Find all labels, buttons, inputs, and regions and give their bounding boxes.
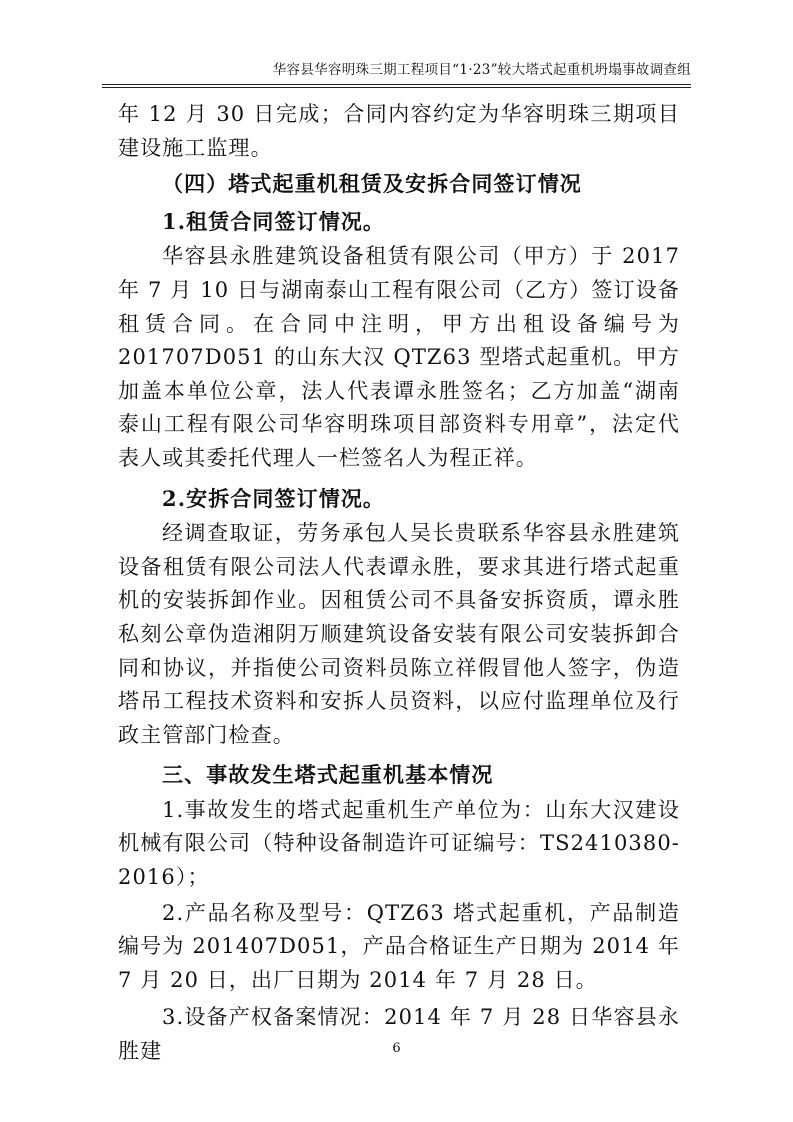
running-header: 华容县华容明珠三期工程项目“1·23”较大塔式起重机坍塌事故调查组 bbox=[102, 58, 691, 85]
body-paragraph: 2.产品名称及型号：QTZ63 塔式起重机，产品制造编号为 201407D051，产品合格证生产日期为 2014 年 7 月 20 日，出厂日期为 2014 年 7 月 28 日。 bbox=[118, 900, 680, 992]
body-paragraph: 3.设备产权备案情况：2014 年 7 月 28 日华容县永胜建 bbox=[118, 1005, 680, 1064]
subsection-heading: 2.安拆合同签订情况。 bbox=[162, 485, 386, 511]
document-body bbox=[118, 98, 680, 1069]
section-heading: 三、事故发生塔式起重机基本情况 bbox=[162, 762, 494, 788]
page-number: 6 bbox=[392, 1041, 401, 1056]
subsection-heading: 1.租赁合同签订情况。 bbox=[162, 208, 386, 234]
body-paragraph: 年 12 月 30 日完成；合同内容约定为华容明珠三期项目建设施工监理。 bbox=[118, 102, 680, 160]
body-paragraph: 1.事故发生的塔式起重机生产单位为：山东大汉建设机械有限公司（特种设备制造许可证编号：TS2410380-2016）； bbox=[118, 797, 680, 890]
body-paragraph: 经调查取证，劳务承包人吴长贵联系华容县永胜建筑设备租赁有限公司法人代表谭永胜，要求其进行塔式起重机的安装拆卸作业。因租赁公司不具备安拆资质，谭永胜私刻公章伪造湘阴万顺建筑设备安装有限公司安装拆卸合同和协议，并指使公司资料员陈立祥假冒他人签字，伪造塔吊工程技术资料和安拆人员资料，以应付监理单位及行政主管部门检查。 bbox=[118, 521, 680, 747]
body-paragraph: 华容县永胜建筑设备租赁有限公司（甲方）于 2017 年 7 月 10 日与湖南泰山工程有限公司（乙方）签订设备租赁合同。在合同中注明，甲方出租设备编号为 201707D051 的山东大汉 QTZ63 型塔式起重机。甲方加盖本单位公章，法人代表谭永胜签名；乙方加盖“湖南泰山工程有限公司华容明珠项目部资料专用章”，法定代表人或其委托代理人一栏签名人为程正祥。 bbox=[118, 244, 680, 470]
section-heading: （四）塔式起重机租赁及安拆合同签订情况 bbox=[162, 171, 582, 197]
